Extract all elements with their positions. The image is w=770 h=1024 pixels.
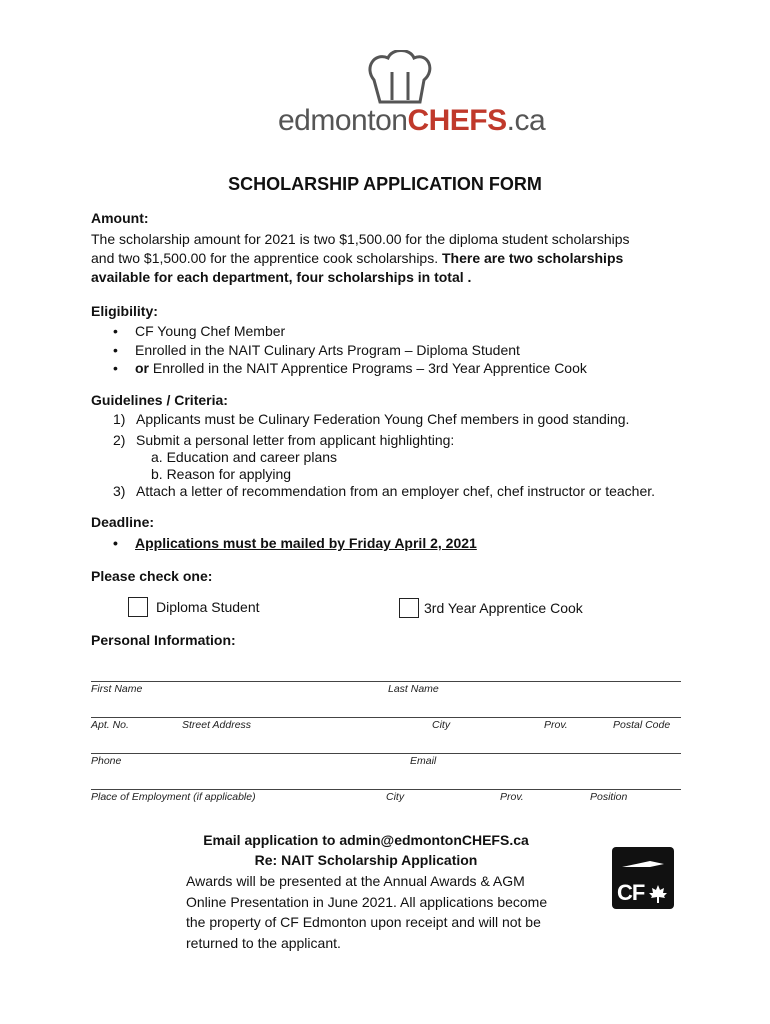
amount-line-2-plain: and two $1,500.00 for the apprentice cook scholarships.	[91, 250, 442, 266]
eligibility-list	[91, 322, 711, 378]
guideline-number: 1)	[113, 411, 126, 427]
eligibility-item: • CF Young Chef Member	[91, 322, 711, 341]
prov-label: Prov.	[544, 719, 568, 731]
postal-code-label: Postal Code	[613, 719, 671, 731]
knife-icon	[620, 855, 666, 873]
logo-wordmark	[278, 104, 545, 138]
deadline-item: • Applications must be mailed by Friday April 2, 2021	[91, 534, 711, 553]
apprentice-cook-checkbox[interactable]	[399, 598, 419, 618]
deadline-heading: Deadline:	[91, 514, 155, 530]
email-label: Email	[410, 755, 437, 767]
name-line	[91, 681, 681, 682]
guideline-sub-item: b. Reason for applying	[151, 466, 292, 482]
footer-text	[186, 871, 566, 953]
diploma-student-label: Diploma Student	[156, 599, 260, 615]
footer-line: Online Presentation in June 2021. All applications become	[186, 893, 548, 910]
amount-line-2	[91, 249, 711, 268]
eligibility-item-rest: Enrolled in the NAIT Apprentice Programs – 3rd Year Apprentice Cook	[149, 360, 587, 376]
footer-line: the property of CF Edmonton upon receipt and will not be	[186, 914, 541, 930]
form-title: SCHOLARSHIP APPLICATION FORM	[228, 174, 542, 194]
amount-line-1: The scholarship amount for 2021 is two $1,500.00 for the diploma student scholarships	[91, 231, 630, 247]
guideline-sub-item: a. Education and career plans	[151, 449, 338, 465]
employment-prov-label: Prov.	[500, 791, 524, 803]
guidelines-heading: Guidelines / Criteria:	[91, 392, 228, 408]
eligibility-item-or: or	[135, 360, 149, 376]
re-line: Re: NAIT Scholarship Application	[254, 852, 478, 868]
guideline-item: Applicants must be Culinary Federation Young Chef members in good standing.	[136, 411, 630, 427]
contact-line	[91, 753, 681, 754]
street-address-label: Street Address	[182, 719, 252, 731]
deadline-list	[91, 534, 711, 553]
amount-text	[91, 230, 711, 287]
position-label: Position	[590, 791, 628, 803]
logo-text-ca: .ca	[506, 104, 546, 137]
amount-heading: Amount:	[91, 210, 149, 226]
guideline-number: 2)	[113, 432, 126, 448]
city-label: City	[432, 719, 451, 731]
employment-line	[91, 789, 681, 790]
eligibility-item	[91, 359, 711, 378]
email-instruction: Email application to admin@edmontonCHEFS.ca	[203, 832, 529, 848]
chef-hat-icon	[366, 50, 432, 108]
employment-label: Place of Employment (if applicable)	[91, 791, 256, 803]
diploma-student-checkbox[interactable]	[128, 597, 148, 617]
cf-logo	[612, 847, 674, 909]
last-name-label: Last Name	[388, 683, 439, 695]
logo-text-chefs: CHEFS	[407, 104, 507, 137]
eligibility-heading: Eligibility:	[91, 303, 158, 319]
personal-info-heading: Personal Information:	[91, 632, 236, 648]
phone-label: Phone	[91, 755, 122, 767]
address-line	[91, 717, 681, 718]
first-name-label: First Name	[91, 683, 143, 695]
eligibility-item: • Enrolled in the NAIT Culinary Arts Program – Diploma Student	[91, 341, 711, 360]
footer-line: Awards will be presented at the Annual Awards & AGM	[186, 873, 525, 889]
employment-city-label: City	[386, 791, 405, 803]
guideline-item: Attach a letter of recommendation from an employer chef, chef instructor or teacher.	[136, 483, 656, 499]
apt-label: Apt. No.	[91, 719, 129, 731]
guidelines-list	[91, 410, 731, 502]
maple-leaf-icon	[648, 885, 668, 903]
cf-logo-text: CF	[617, 880, 645, 905]
check-heading: Please check one:	[91, 568, 213, 584]
guideline-item: Submit a personal letter from applicant highlighting:	[136, 432, 455, 448]
logo-text-edmonton: edmonton	[278, 104, 408, 137]
apprentice-cook-label: 3rd Year Apprentice Cook	[424, 600, 583, 616]
guideline-number: 3)	[113, 483, 126, 499]
edmonton-chefs-logo	[270, 40, 546, 150]
footer-line: returned to the applicant.	[186, 934, 341, 951]
amount-line-3: available for each department, four scholarships in total .	[91, 269, 472, 285]
amount-line-2-bold: There are two scholarships	[442, 250, 624, 266]
